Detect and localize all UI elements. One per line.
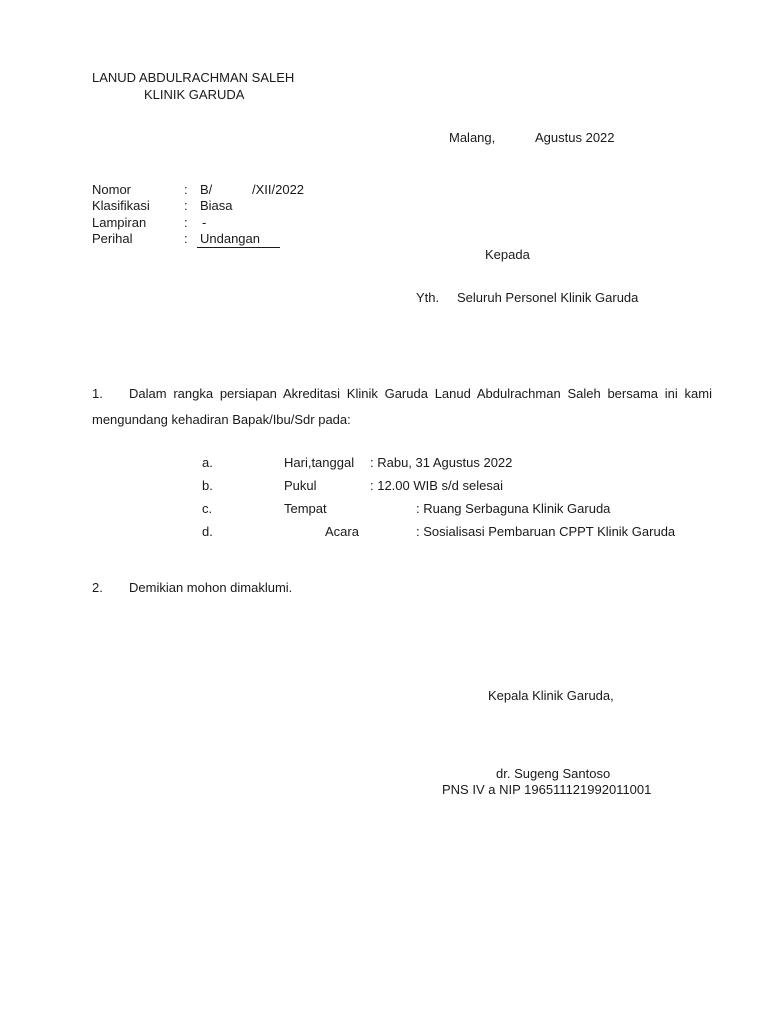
- item-value-hari: : Rabu, 31 Agustus 2022: [370, 455, 513, 470]
- date-month-year: Agustus 2022: [535, 130, 615, 145]
- signature-rank-nip: PNS IV a NIP 196511121992011001: [442, 782, 652, 797]
- org-unit: KLINIK GARUDA: [144, 87, 245, 102]
- meta-value-perihal: Undangan: [200, 231, 260, 246]
- org-name: LANUD ABDULRACHMAN SALEH: [92, 70, 295, 85]
- recipient-kepada: Kepada: [485, 247, 530, 262]
- recipient-yth: Yth.: [416, 290, 440, 305]
- signature-title: Kepala Klinik Garuda,: [488, 688, 614, 703]
- meta-sep: :: [184, 198, 188, 213]
- item-label-acara: Acara: [325, 524, 359, 539]
- meta-label-nomor: Nomor: [92, 182, 132, 197]
- meta-sep: :: [184, 215, 188, 230]
- item-letter-b: b.: [202, 478, 213, 493]
- signature-name: dr. Sugeng Santoso: [496, 766, 611, 781]
- meta-value-klasifikasi: Biasa: [200, 198, 233, 213]
- item-letter-d: d.: [202, 524, 213, 539]
- meta-value-nomor-prefix: B/: [200, 182, 213, 197]
- recipient-name: Seluruh Personel Klinik Garuda: [457, 290, 639, 305]
- item-letter-a: a.: [202, 455, 213, 470]
- item-letter-c: c.: [202, 501, 213, 516]
- meta-sep: :: [184, 182, 188, 197]
- perihal-underline: [197, 247, 280, 248]
- meta-value-lampiran: -: [202, 215, 207, 230]
- meta-label-lampiran: Lampiran: [92, 215, 147, 230]
- paragraph-2-number: 2.: [92, 580, 103, 595]
- item-label-pukul: Pukul: [284, 478, 317, 493]
- item-value-acara: : Sosialisasi Pembaruan CPPT Klinik Garuda: [416, 524, 676, 539]
- meta-sep: :: [184, 231, 188, 246]
- paragraph-1-number: 1.: [92, 386, 103, 401]
- paragraph-1: [92, 381, 712, 433]
- meta-value-nomor-suffix: /XII/2022: [252, 182, 305, 197]
- item-label-tempat: Tempat: [284, 501, 327, 516]
- meta-label-perihal: Perihal: [92, 231, 133, 246]
- item-value-pukul: : 12.00 WIB s/d selesai: [370, 478, 503, 493]
- paragraph-2-text: Demikian mohon dimaklumi.: [129, 580, 293, 595]
- paragraph-1-text: Dalam rangka persiapan Akreditasi Klinik Garuda Lanud Abdulrachman Saleh bersama ini kami mengundang kehadiran Bapak/Ibu/Sdr pada:: [92, 386, 712, 427]
- item-value-tempat: : Ruang Serbaguna Klinik Garuda: [416, 501, 611, 516]
- date-place: Malang,: [449, 130, 496, 145]
- meta-label-klasifikasi: Klasifikasi: [92, 198, 150, 213]
- item-label-hari: Hari,tanggal: [284, 455, 355, 470]
